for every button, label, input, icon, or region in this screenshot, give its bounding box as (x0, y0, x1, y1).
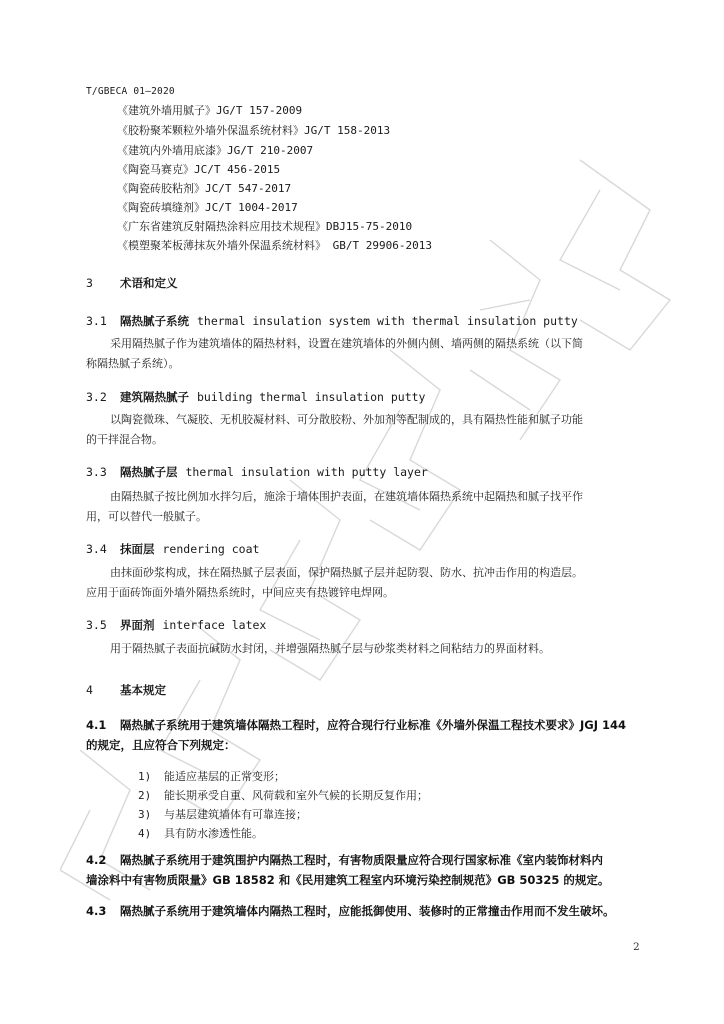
list-item (138, 787, 428, 803)
definition-line: 由隔热腻子按比例加水拌匀后，施涂于墙体围护表面，在建筑墙体隔热系统中起隔热和腻子找平作 (110, 490, 583, 503)
term-number: 3.4 (86, 542, 107, 556)
list-number: 2) (138, 789, 152, 802)
clause-number: 4.2 (86, 853, 107, 867)
term-title: 抹面层 (120, 542, 155, 556)
section-number: 4 (86, 683, 93, 697)
list-item (138, 806, 307, 822)
reference-item: 《陶瓷马赛克》JC/T 456-2015 (117, 163, 281, 176)
definition-line: 的干拌混合物。 (86, 432, 163, 446)
term-heading (86, 389, 425, 405)
term-english: interface latex (162, 618, 267, 632)
reference-item: 《陶瓷砖填缝剂》JC/T 1004-2017 (117, 201, 298, 214)
clause-line: 墙涂料中有害物质限量》GB 18582 和《民用建筑工程室内环境污染控制规范》GB 50325 的规定。 (86, 872, 610, 887)
list-text: 能适应基层的正常变形； (164, 770, 285, 783)
term-english: rendering coat (162, 542, 260, 556)
term-heading (86, 313, 578, 329)
definition-line: 应用于面砖饰面外墙外隔热系统时，中间应夹有热镀锌电焊网。 (86, 585, 394, 599)
clause-line: 隔热腻子系统用于建筑墙体内隔热工程时，应能抵御使用、装修时的正常撞击作用而不发生破坏。 (120, 904, 615, 918)
reference-item: 《建筑内外墙用底漆》JG/T 210-2007 (117, 144, 314, 157)
list-item (138, 768, 285, 784)
term-title: 隔热腻子系统 (120, 314, 189, 328)
clause (86, 716, 658, 755)
term-english: building thermal insulation putty (197, 390, 426, 404)
clause (86, 851, 658, 890)
term-definition (86, 487, 658, 526)
clause-line: 隔热腻子系统用于建筑墙体隔热工程时，应符合现行行业标准《外墙外保温工程技术要求》JGJ 144 (120, 718, 627, 732)
term-title: 界面剂 (120, 618, 155, 632)
term-heading (86, 464, 428, 480)
standard-code: T/GBECA 01—2020 (86, 86, 175, 97)
section-heading (86, 275, 186, 291)
definition-line: 用于隔热腻子表面抗碱防水封闭，并增强隔热腻子层与砂浆类材料之间粘结力的界面材料。 (110, 642, 550, 655)
term-definition (86, 410, 658, 449)
reference-item: 《建筑外墙用腻子》JG/T 157-2009 (117, 104, 303, 117)
page-number: 2 (633, 941, 640, 953)
reference-item: 《模塑聚苯板薄抹灰外墙外保温系统材料》 GB/T 29906-2013 (117, 239, 432, 252)
definition-line: 采用隔热腻子作为建筑墙体的隔热材料，设置在建筑墙体的外侧内侧、墙两侧的隔热系统（以下简 (110, 337, 583, 350)
definition-line: 用，可以替代一般腻子。 (86, 509, 207, 523)
list-text: 与基层建筑墙体有可靠连接； (164, 808, 307, 821)
definition-line: 以陶瓷微珠、气凝胶、无机胶凝材料、可分散胶粉、外加剂等配制成的，具有隔热性能和腻子功能 (110, 413, 583, 426)
clause-number: 4.3 (86, 904, 107, 918)
list-number: 1) (138, 770, 152, 783)
section-title: 基本规定 (120, 683, 166, 697)
term-english: thermal insulation with putty layer (185, 465, 428, 479)
term-number: 3.1 (86, 314, 107, 328)
clause-line: 隔热腻子系统用于建筑围护内隔热工程时，有害物质限量应符合现行国家标准《室内装饰材料内 (120, 853, 603, 867)
term-heading (86, 617, 266, 633)
term-title: 隔热腻子层 (120, 465, 178, 479)
term-english: thermal insulation system with thermal insulation putty (197, 314, 578, 328)
term-definition (86, 563, 658, 602)
term-number: 3.2 (86, 390, 107, 404)
term-title: 建筑隔热腻子 (120, 390, 189, 404)
clause-number: 4.1 (86, 718, 107, 732)
definition-line: 由抹面砂浆构成，抹在隔热腻子层表面，保护隔热腻子层并起防裂、防水、抗冲击作用的构造层。 (110, 566, 583, 579)
clause-line: 的规定，且应符合下列规定： (86, 737, 236, 752)
term-definition (86, 639, 658, 659)
term-number: 3.5 (86, 618, 107, 632)
reference-item: 《胶粉聚苯颗粒外墙外保温系统材料》JG/T 158-2013 (117, 124, 391, 137)
list-number: 4) (138, 827, 152, 840)
reference-item: 《广东省建筑反射隔热涂料应用技术规程》DBJ15-75-2010 (117, 220, 413, 233)
term-definition (86, 334, 658, 373)
list-text: 能长期承受自重、风荷载和室外气候的长期反复作用； (164, 789, 428, 802)
reference-item: 《陶瓷砖胶粘剂》JC/T 547-2017 (117, 182, 292, 195)
list-number: 3) (138, 808, 152, 821)
clause (86, 902, 658, 922)
term-number: 3.3 (86, 465, 107, 479)
term-heading (86, 541, 259, 557)
section-number: 3 (86, 276, 93, 290)
section-heading (86, 682, 174, 698)
definition-line: 称隔热腻子系统）。 (86, 356, 180, 370)
list-item (138, 825, 263, 841)
section-title: 术语和定义 (120, 276, 178, 290)
list-text: 具有防水渗透性能。 (164, 827, 263, 840)
